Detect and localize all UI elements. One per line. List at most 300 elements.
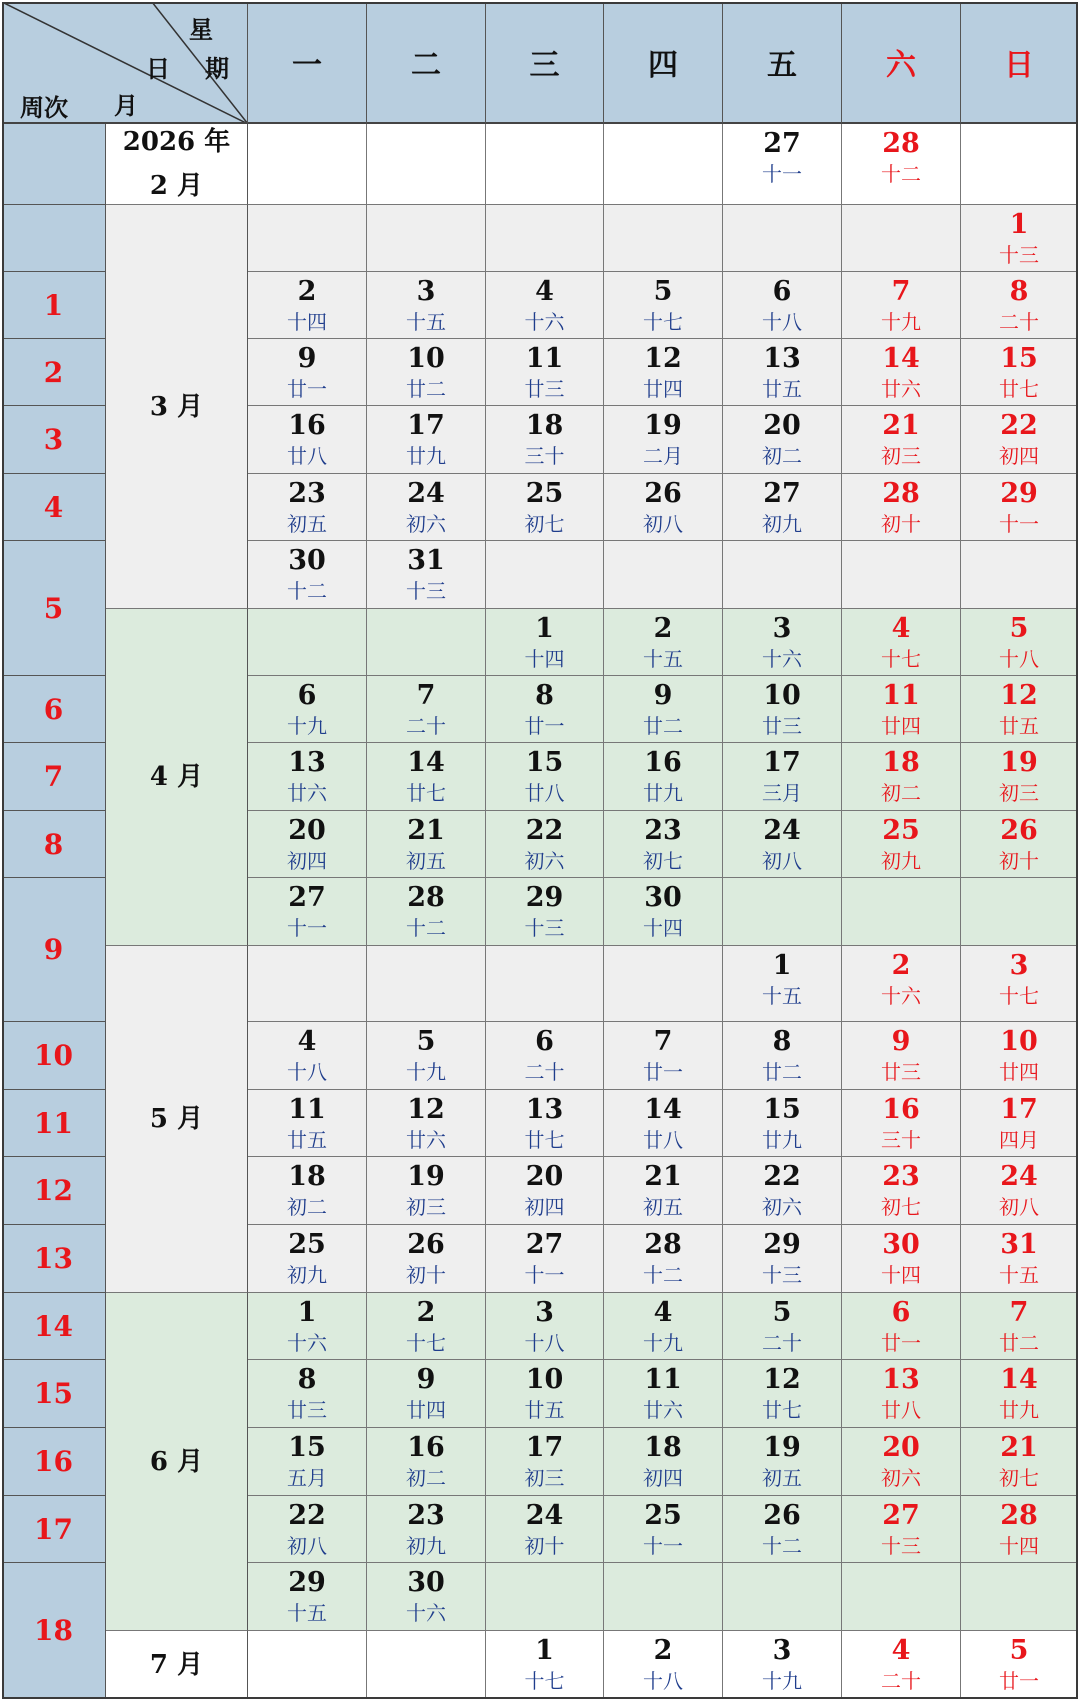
lunar-date: 初六 (881, 1466, 921, 1490)
day-cell (723, 1631, 842, 1699)
day-cell (248, 743, 367, 811)
day-number: 11 (882, 680, 920, 711)
week-number: 7 (2, 743, 106, 811)
day-number: 21 (644, 1161, 682, 1192)
day-cell (723, 946, 842, 1022)
day-cell (486, 1360, 604, 1428)
day-cell (604, 339, 723, 406)
day-number: 27 (288, 882, 326, 913)
day-cell (367, 1022, 486, 1090)
day-number: 25 (644, 1500, 682, 1531)
day-cell (842, 743, 961, 811)
day-number: 30 (407, 1567, 445, 1598)
lunar-date: 初三 (406, 1195, 446, 1219)
day-number: 8 (772, 1026, 792, 1057)
lunar-date: 十五 (999, 1263, 1039, 1287)
lunar-date: 廿五 (999, 714, 1039, 738)
day-number: 13 (288, 747, 326, 778)
week-number: 12 (2, 1157, 106, 1225)
day-cell (367, 1360, 486, 1428)
day-number: 13 (763, 343, 801, 374)
day-cell (842, 339, 961, 406)
lunar-date: 初十 (999, 849, 1039, 873)
day-cell (961, 609, 1078, 676)
week-number: 11 (2, 1090, 106, 1157)
day-number: 17 (525, 1432, 564, 1463)
lunar-date: 廿一 (524, 714, 565, 738)
day-number: 3 (1009, 950, 1029, 981)
lunar-date: 初四 (643, 1466, 683, 1490)
day-number: 23 (288, 478, 326, 509)
week-number: 4 (2, 474, 106, 541)
empty-day-cell (604, 205, 723, 272)
day-cell (604, 676, 723, 743)
day-number: 7 (653, 1026, 673, 1057)
empty-day-cell (842, 878, 961, 946)
weekday-header-1: 一 (248, 2, 367, 124)
lunar-date: 十一 (287, 916, 327, 940)
empty-day-cell (842, 1563, 961, 1631)
lunar-date: 三十 (881, 1128, 921, 1152)
lunar-date: 初八 (287, 1534, 327, 1558)
day-cell (367, 1496, 486, 1563)
empty-day-cell (248, 1631, 367, 1699)
day-cell (723, 1225, 842, 1293)
week-number (2, 124, 106, 205)
day-number: 10 (407, 343, 445, 374)
lunar-date: 初九 (881, 849, 921, 873)
weekday-header-3: 三 (486, 2, 604, 124)
day-number: 19 (763, 1432, 801, 1463)
lunar-date: 廿六 (406, 1128, 446, 1152)
day-number: 1 (535, 1635, 554, 1666)
lunar-date: 廿八 (881, 1398, 921, 1422)
day-number: 26 (407, 1229, 445, 1260)
day-number: 9 (653, 680, 673, 711)
day-number: 24 (407, 478, 445, 509)
weekday-header-7: 日 (961, 2, 1078, 124)
day-cell (367, 541, 486, 609)
day-number: 22 (1000, 410, 1038, 441)
day-number: 1 (1009, 209, 1029, 240)
week-number: 6 (2, 676, 106, 743)
day-cell (248, 1157, 367, 1225)
month-label-text: 6 月 (149, 1446, 204, 1477)
day-number: 19 (644, 410, 682, 441)
day-number: 10 (763, 680, 801, 711)
lunar-date: 初六 (406, 512, 446, 536)
month-label (106, 205, 248, 609)
day-number: 11 (288, 1094, 326, 1125)
day-cell (367, 676, 486, 743)
week-number: 8 (2, 811, 106, 878)
lunar-date: 十四 (999, 1534, 1039, 1558)
empty-day-cell (961, 1563, 1078, 1631)
day-cell (723, 1090, 842, 1157)
lunar-date: 廿九 (762, 1128, 802, 1152)
day-number: 29 (763, 1229, 801, 1260)
day-cell (486, 406, 604, 474)
day-number: 23 (407, 1500, 445, 1531)
day-cell (367, 1563, 486, 1631)
corner-week-label: 周次 (20, 93, 68, 122)
lunar-date: 二十 (881, 1669, 921, 1693)
lunar-date: 初八 (643, 512, 683, 536)
day-cell (604, 811, 723, 878)
day-cell (604, 743, 723, 811)
lunar-date: 初二 (406, 1466, 446, 1490)
month-label (106, 609, 248, 946)
day-number: 4 (653, 1297, 673, 1328)
lunar-date: 廿二 (762, 1060, 802, 1084)
day-cell (604, 878, 723, 946)
empty-day-cell (486, 541, 604, 609)
day-cell (604, 1022, 723, 1090)
day-cell (367, 743, 486, 811)
week-number: 10 (2, 1022, 106, 1090)
lunar-date: 十二 (406, 916, 446, 940)
day-number: 6 (535, 1026, 554, 1057)
lunar-date: 廿八 (287, 444, 327, 468)
day-number: 26 (644, 478, 682, 509)
day-number: 7 (891, 276, 911, 307)
day-cell (367, 406, 486, 474)
lunar-date: 初二 (762, 444, 802, 468)
day-number: 29 (525, 882, 564, 913)
day-number: 14 (407, 747, 445, 778)
day-cell (961, 1631, 1078, 1699)
lunar-date: 廿三 (881, 1060, 921, 1084)
empty-day-cell (961, 541, 1078, 609)
day-cell (486, 609, 604, 676)
day-number: 8 (535, 680, 554, 711)
week-number: 13 (2, 1225, 106, 1293)
day-number: 9 (416, 1364, 436, 1395)
day-number: 19 (407, 1161, 445, 1192)
lunar-date: 十一 (524, 1263, 565, 1287)
day-cell (961, 946, 1078, 1022)
day-cell (842, 406, 961, 474)
lunar-date: 初二 (881, 781, 921, 805)
day-cell (367, 878, 486, 946)
empty-day-cell (486, 124, 604, 205)
day-number: 24 (525, 1500, 564, 1531)
lunar-date: 廿七 (406, 781, 446, 805)
lunar-date: 廿六 (287, 781, 327, 805)
day-cell (486, 1496, 604, 1563)
empty-day-cell (604, 946, 723, 1022)
lunar-date: 初三 (524, 1466, 565, 1490)
lunar-date: 十六 (287, 1331, 327, 1355)
day-number: 2 (297, 276, 317, 307)
lunar-date: 初五 (643, 1195, 683, 1219)
day-cell (486, 1631, 604, 1699)
day-cell (723, 406, 842, 474)
day-cell (486, 474, 604, 541)
day-cell (842, 946, 961, 1022)
empty-day-cell (367, 124, 486, 205)
day-number: 16 (288, 410, 326, 441)
day-cell (604, 1631, 723, 1699)
week-number: 14 (2, 1293, 106, 1360)
lunar-date: 十八 (999, 647, 1039, 671)
day-number: 30 (882, 1229, 920, 1260)
lunar-date: 廿一 (287, 377, 327, 401)
day-cell (248, 1496, 367, 1563)
lunar-date: 十五 (406, 310, 446, 334)
lunar-date: 十六 (881, 984, 921, 1008)
day-cell (248, 272, 367, 339)
lunar-date: 廿四 (643, 377, 683, 401)
lunar-date: 二十 (762, 1331, 802, 1355)
day-cell (367, 1225, 486, 1293)
day-number: 12 (1000, 680, 1038, 711)
day-cell (248, 1225, 367, 1293)
lunar-date: 五月 (287, 1466, 327, 1490)
day-cell (604, 406, 723, 474)
day-number: 5 (1009, 613, 1029, 644)
day-number: 27 (763, 128, 801, 159)
day-number: 25 (882, 815, 920, 846)
week-number: 3 (2, 406, 106, 474)
day-cell (367, 1428, 486, 1496)
lunar-date: 初七 (999, 1466, 1039, 1490)
day-cell (723, 811, 842, 878)
day-cell (604, 1157, 723, 1225)
day-cell (248, 474, 367, 541)
day-cell (486, 1428, 604, 1496)
week-number: 1 (2, 272, 106, 339)
lunar-date: 廿七 (999, 377, 1039, 401)
lunar-date: 初八 (762, 849, 802, 873)
day-number: 15 (1000, 343, 1038, 374)
lunar-date: 初六 (762, 1195, 802, 1219)
lunar-date: 十二 (287, 579, 327, 603)
lunar-date: 十九 (762, 1669, 802, 1693)
day-number: 25 (525, 478, 564, 509)
day-number: 6 (297, 680, 317, 711)
lunar-date: 三月 (762, 781, 802, 805)
day-number: 14 (1000, 1364, 1038, 1395)
lunar-date: 初四 (524, 1195, 565, 1219)
corner-week-bottom: 期 (205, 54, 229, 83)
lunar-date: 廿四 (999, 1060, 1039, 1084)
day-number: 9 (891, 1026, 911, 1057)
day-number: 20 (763, 410, 801, 441)
day-cell (723, 676, 842, 743)
lunar-date: 廿三 (524, 377, 565, 401)
day-number: 2 (653, 613, 673, 644)
day-cell (248, 676, 367, 743)
day-cell (723, 1360, 842, 1428)
day-number: 13 (525, 1094, 564, 1125)
lunar-date: 廿五 (524, 1398, 565, 1422)
lunar-date: 廿二 (643, 714, 683, 738)
day-cell (367, 1157, 486, 1225)
week-number: 2 (2, 339, 106, 406)
lunar-date: 廿七 (762, 1398, 802, 1422)
lunar-date: 初五 (406, 849, 446, 873)
day-number: 18 (882, 747, 920, 778)
day-number: 7 (1009, 1297, 1029, 1328)
day-number: 10 (525, 1364, 564, 1395)
weekday-header-2: 二 (367, 2, 486, 124)
day-number: 11 (644, 1364, 682, 1395)
day-number: 30 (644, 882, 682, 913)
lunar-date: 廿六 (881, 377, 921, 401)
lunar-date: 十一 (999, 512, 1039, 536)
month-label-text: 4 月 (149, 762, 204, 792)
day-cell (842, 1428, 961, 1496)
day-cell (248, 406, 367, 474)
day-number: 4 (891, 1635, 911, 1666)
empty-day-cell (367, 946, 486, 1022)
corner-month-label: 月 (114, 91, 138, 120)
lunar-date: 初三 (999, 781, 1039, 805)
day-cell (486, 811, 604, 878)
lunar-date: 十四 (881, 1263, 921, 1287)
day-number: 25 (288, 1229, 326, 1260)
lunar-date: 十七 (999, 984, 1039, 1008)
empty-day-cell (486, 1563, 604, 1631)
day-number: 26 (763, 1500, 801, 1531)
lunar-date: 初二 (287, 1195, 327, 1219)
lunar-date: 廿一 (881, 1331, 921, 1355)
lunar-date: 四月 (999, 1128, 1039, 1152)
lunar-date: 廿九 (643, 781, 683, 805)
lunar-date: 十六 (524, 310, 565, 334)
lunar-date: 十三 (999, 243, 1039, 267)
day-cell (486, 676, 604, 743)
day-number: 28 (407, 882, 445, 913)
day-cell (842, 1293, 961, 1360)
day-cell (248, 1360, 367, 1428)
lunar-date: 十六 (762, 647, 802, 671)
lunar-date: 初七 (881, 1195, 921, 1219)
empty-day-cell (961, 878, 1078, 946)
day-cell (842, 124, 961, 205)
day-number: 23 (644, 815, 682, 846)
day-cell (961, 1428, 1078, 1496)
month-label-text: 5 月 (149, 1104, 204, 1134)
day-cell (961, 1090, 1078, 1157)
day-number: 23 (882, 1161, 920, 1192)
day-number: 17 (1000, 1094, 1038, 1125)
day-number: 5 (653, 276, 673, 307)
lunar-date: 十三 (406, 579, 446, 603)
day-cell (961, 1360, 1078, 1428)
day-number: 28 (644, 1229, 682, 1260)
empty-day-cell (961, 124, 1078, 205)
day-number: 4 (891, 613, 911, 644)
day-number: 17 (407, 410, 445, 441)
day-cell (367, 339, 486, 406)
weekday-header-5: 五 (723, 2, 842, 124)
day-number: 18 (525, 410, 564, 441)
day-cell (961, 339, 1078, 406)
lunar-date: 十五 (287, 1601, 327, 1625)
day-cell (723, 272, 842, 339)
day-number: 8 (1009, 276, 1029, 307)
day-cell (842, 1225, 961, 1293)
day-cell (486, 1157, 604, 1225)
lunar-date: 十五 (762, 984, 802, 1008)
header-corner (2, 2, 248, 124)
day-number: 1 (297, 1297, 317, 1328)
lunar-date: 十九 (287, 714, 327, 738)
lunar-date: 十二 (762, 1534, 802, 1558)
day-number: 21 (882, 410, 920, 441)
day-cell (248, 541, 367, 609)
empty-day-cell (367, 1631, 486, 1699)
lunar-date: 十四 (287, 310, 327, 334)
day-number: 2 (891, 950, 911, 981)
day-cell (723, 339, 842, 406)
lunar-date: 初十 (524, 1534, 565, 1558)
day-cell (486, 1225, 604, 1293)
lunar-date: 廿九 (999, 1398, 1039, 1422)
day-number: 14 (644, 1094, 682, 1125)
day-number: 29 (288, 1567, 326, 1598)
day-number: 21 (407, 815, 445, 846)
day-number: 31 (1000, 1229, 1038, 1260)
day-number: 18 (644, 1432, 682, 1463)
empty-day-cell (604, 1563, 723, 1631)
day-cell (961, 1293, 1078, 1360)
day-cell (367, 1293, 486, 1360)
lunar-date: 廿二 (406, 377, 446, 401)
day-cell (604, 1293, 723, 1360)
day-number: 27 (525, 1229, 564, 1260)
week-number: 16 (2, 1428, 106, 1496)
lunar-date: 初五 (762, 1466, 802, 1490)
day-number: 17 (763, 747, 801, 778)
day-cell (248, 811, 367, 878)
day-cell (486, 1090, 604, 1157)
lunar-date: 廿三 (762, 714, 802, 738)
lunar-date: 廿六 (643, 1398, 683, 1422)
day-number: 28 (882, 478, 920, 509)
day-cell (842, 811, 961, 878)
lunar-date: 初七 (524, 512, 565, 536)
day-number: 30 (288, 545, 326, 576)
day-number: 20 (882, 1432, 920, 1463)
day-number: 12 (644, 343, 682, 374)
day-cell (842, 1360, 961, 1428)
day-number: 20 (525, 1161, 564, 1192)
week-number: 5 (2, 541, 106, 676)
day-number: 3 (535, 1297, 554, 1328)
day-number: 29 (1000, 478, 1038, 509)
lunar-date: 初三 (881, 444, 921, 468)
lunar-date: 廿七 (524, 1128, 565, 1152)
day-cell (486, 272, 604, 339)
lunar-date: 初九 (287, 1263, 327, 1287)
day-number: 6 (891, 1297, 911, 1328)
lunar-date: 十四 (524, 647, 565, 671)
month-label (106, 124, 248, 205)
day-number: 12 (407, 1094, 445, 1125)
day-cell (248, 1563, 367, 1631)
lunar-date: 十五 (643, 647, 683, 671)
day-number: 22 (763, 1161, 801, 1192)
day-number: 15 (763, 1094, 801, 1125)
day-number: 24 (1000, 1161, 1038, 1192)
day-cell (723, 609, 842, 676)
empty-day-cell (367, 609, 486, 676)
day-number: 21 (1000, 1432, 1038, 1463)
day-number: 14 (882, 343, 920, 374)
